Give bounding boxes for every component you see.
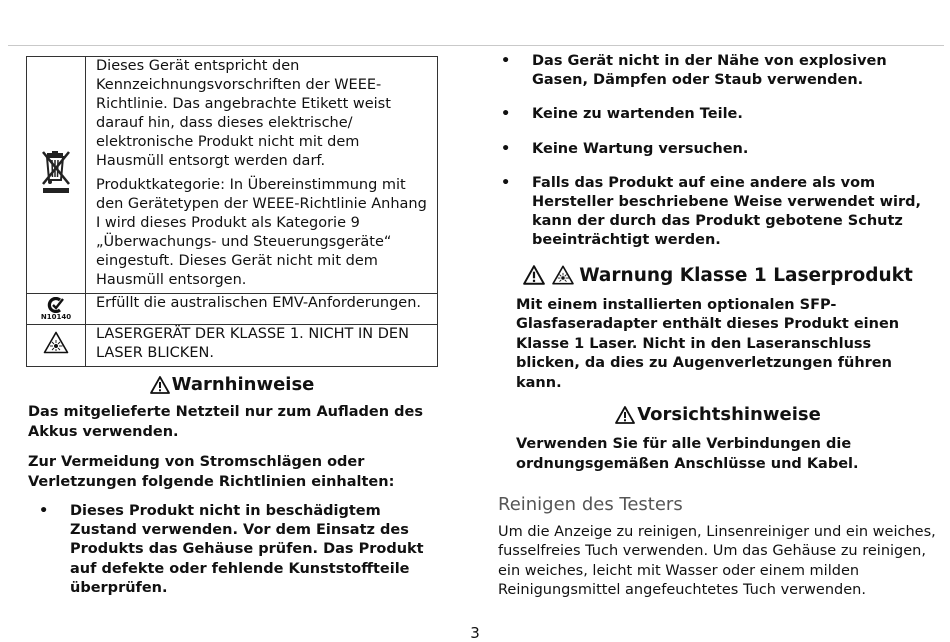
table-row [27,57,438,294]
bullet-dot: • [39,503,49,519]
list-item-text: Das Gerät nicht in der Nähe von explosiven Gasen, Dämpfen oder Staub verwenden. [532,53,887,89]
table-row [27,294,438,325]
caution-heading-text: Vorsichtshinweise [637,404,821,426]
caution-paragraph: Verwenden Sie für alle Verbindungen die ordnungsgemäßen Anschlüsse und Kabel. [516,436,859,472]
c-tick-icon [47,297,65,313]
bullet-dot: • [501,106,511,123]
list-item [488,140,938,159]
caution-heading [498,404,938,425]
warnings-paragraph-2: Zur Vermeidung von Stromschlägen oder Verletzungen folgende Richtlinien einhalten: [28,454,395,490]
warnings-list-left [26,502,438,598]
weee-category-paragraph: Produktkategorie: In Übereinstimmung mit den Gerätetypen der WEEE-Richtlinie Anhang I wird dieses Produkt als Kategorie 9 „Überwachungs- und Steuerungsgeräte“ eingestuft. Dieses Gerät nicht mit dem Hausmüll entsorgen. [96,177,427,288]
laser-paragraph: LASERGERÄT DER KLASSE 1. NICHT IN DEN LASER BLICKEN. [96,326,409,361]
list-item [488,105,938,124]
warnings-list-right [488,52,938,251]
laser-triangle-icon [551,265,575,285]
ctick-symbol-cell [27,294,86,325]
header-rule [8,45,944,46]
weee-text-cell [86,57,438,294]
warning-triangle-icon [615,406,635,424]
laser-warning-icon [43,331,69,354]
list-item-text: Falls das Produkt auf eine andere als vom Hersteller beschriebene Weise verwendet wird, kann der durch das Produkt gebotene Schutz beeinträchtigt werden. [532,174,922,249]
list-item-text: Keine Wartung versuchen. [532,140,749,157]
laser-heading [498,265,938,286]
laser-symbol-cell [27,325,86,367]
left-column [26,56,438,598]
laser-warning-paragraph: Mit einem installierten optionalen SFP-Glasfaseradapter enthält dieses Produkt einen Klasse 1 Laser. Nicht in den Laseranschluss blicken, da dies zu Augenverletzungen führen kann. [516,296,900,391]
cleaning-heading: Reinigen des Testers [498,494,683,516]
table-row [27,325,438,367]
symbol-table [26,56,438,367]
weee-crossed-bin-icon [41,150,71,194]
ctick-code-label: N10140 [40,313,72,321]
warning-triangle-icon [523,265,545,285]
warnings-heading-text: Warnhinweise [171,374,315,395]
list-item [488,174,938,251]
bullet-dot: • [501,174,511,191]
bullet-dot: • [501,140,511,157]
ctick-paragraph: Erfüllt die australischen EMV-Anforderungen. [96,295,422,311]
list-item [26,502,438,598]
cleaning-paragraph: Um die Anzeige zu reinigen, Linsenreiniger und ein weiches, fusselfreies Tuch verwenden. Um das Gehäuse zu reinigen, ein weiches, leicht mit Wasser oder einem milden Reinigungsmittel angefeuchtetes Tuch verwenden. [498,524,936,598]
list-item [488,52,938,90]
warnings-heading [26,374,438,395]
warning-triangle-icon [150,376,170,394]
bullet-dot: • [501,53,511,69]
weee-symbol-cell [27,57,86,294]
ctick-text-cell [86,294,438,325]
list-item-text: Keine zu wartenden Teile. [532,106,743,123]
right-column [498,52,938,600]
laser-text-cell [86,325,438,367]
weee-paragraph: Dieses Gerät entspricht den Kennzeichnungsvorschriften der WEEE-Richtlinie. Das angebrachte Etikett weist darauf hin, dass dieses elektrische/ elektronische Produkt nicht mit dem Hausmüll entsorgt werden darf. [96,58,391,169]
laser-heading-text: Warnung Klasse 1 Laserprodukt [579,264,913,286]
list-item-text: Dieses Produkt nicht in beschädigtem Zustand verwenden. Vor dem Einsatz des Produkts das Gehäuse prüfen. Das Produkt auf defekte oder fehlende Kunststoffteile überprüfen. [70,503,424,596]
warnings-paragraph-1: Das mitgelieferte Netzteil nur zum Aufladen des Akkus verwenden. [28,404,423,440]
page-number: 3 [470,624,480,642]
